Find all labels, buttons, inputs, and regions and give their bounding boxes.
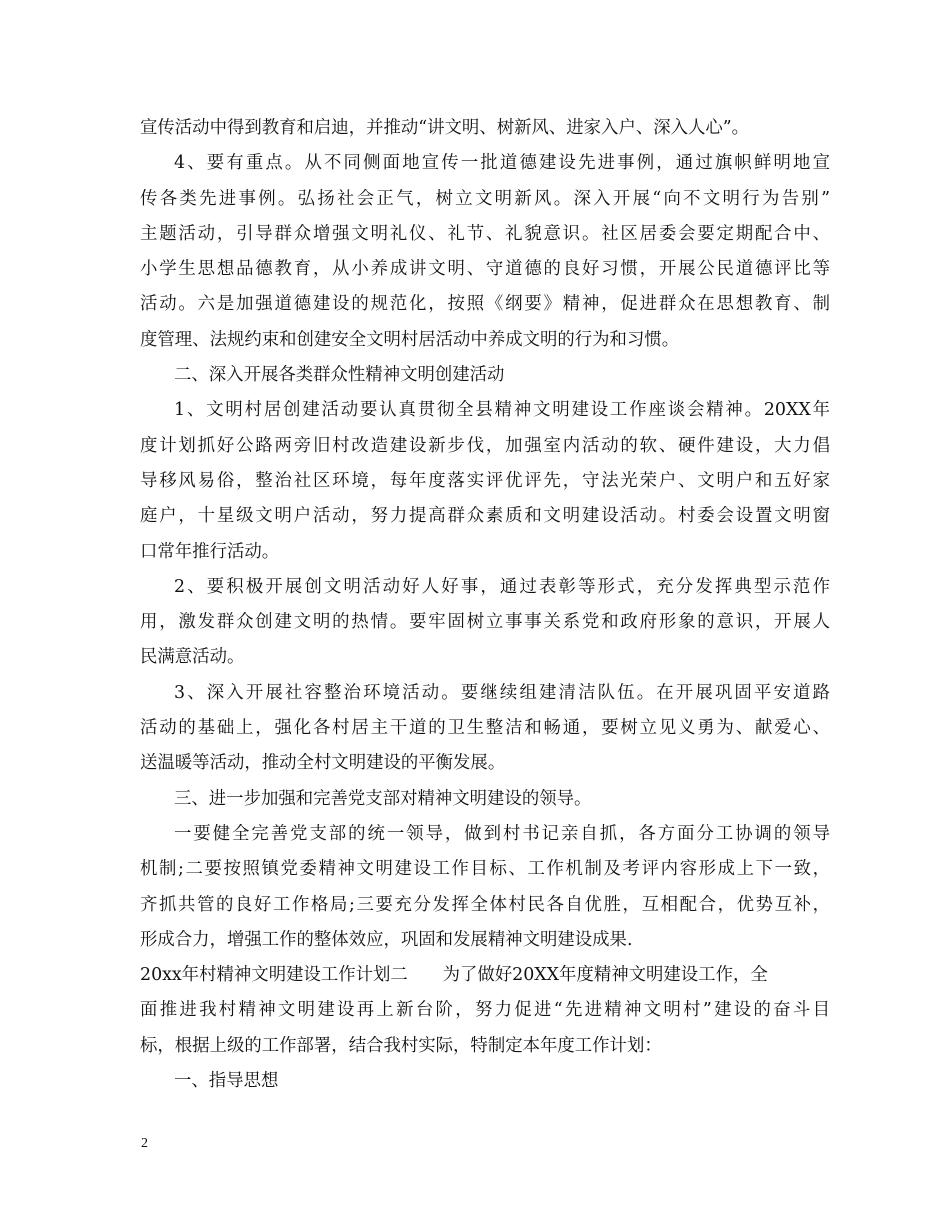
text-line: 导移风易俗，整治社区环境，每年度落实评优评先，守法光荣户、文明户和五好家 <box>140 470 830 491</box>
text-line: 齐抓共管的良好工作格局;三要充分发挥全体村民各自优胜，互相配合，优势互补， <box>140 894 830 915</box>
document-body <box>140 111 830 1099</box>
text-line: 3、深入开展社容整治环境活动。要继续组建清洁队伍。在开展巩固平安道路 <box>174 682 830 703</box>
text-line: 用，激发群众创建文明的热情。要牢固树立事事关系党和政府形象的意识，开展人 <box>140 612 830 633</box>
text-line: 20xx年村精神文明建设工作计划二 为了做好20XX年度精神文明建设工作，全 <box>140 965 768 986</box>
text-line: 送温暖等活动，推动全村文明建设的平衡发展。 <box>140 753 506 774</box>
text-line: 机制;二要按照镇党委精神文明建设工作目标、工作机制及考评内容形成上下一致， <box>140 859 830 880</box>
text-line: 面推进我村精神文明建设再上新台阶，努力促进“先进精神文明村”建设的奋斗目 <box>140 1000 830 1021</box>
text-line: 口常年推行活动。 <box>140 541 280 562</box>
text-line: 传各类先进事例。弘扬社会正气，树立文明新风。深入开展“向不文明行为告别” <box>140 188 830 209</box>
text-line: 活动的基础上，强化各村居主干道的卫生整洁和畅通，要树立见义勇为、献爱心、 <box>140 718 830 739</box>
text-line: 2、要积极开展创文明活动好人好事，通过表彰等形式，充分发挥典型示范作 <box>174 576 830 597</box>
text-line: 主题活动，引导群众增强文明礼仪、礼节、礼貌意识。社区居委会要定期配合中、 <box>140 223 830 244</box>
section-heading: 一、指导思想 <box>174 1071 279 1092</box>
text-line: 标，根据上级的工作部署，结合我村实际，特制定本年度工作计划： <box>140 1035 662 1056</box>
text-line: 庭户，十星级文明户活动，努力提高群众素质和文明建设活动。村委会设置文明窗 <box>140 506 830 527</box>
text-line: 一要健全完善党支部的统一领导，做到村书记亲自抓，各方面分工协调的领导 <box>174 823 830 844</box>
text-line: 民满意活动。 <box>140 647 245 668</box>
text-line: 形成合力，增强工作的整体效应，巩固和发展精神文明建设成果. <box>140 929 633 950</box>
text-line: 活动。六是加强道德建设的规范化，按照《纲要》精神，促进群众在思想教育、制 <box>140 294 830 315</box>
text-line: 宣传活动中得到教育和启迪，并推动“讲文明、树新风、进家入户、深入人心”。 <box>140 118 750 138</box>
section-heading: 三、进一步加强和完善党支部对精神文明建设的领导。 <box>174 788 592 809</box>
text-line: 1、文明村居创建活动要认真贯彻全县精神文明建设工作座谈会精神。20XX年 <box>174 400 830 421</box>
text-line: 度管理、法规约束和创建安全文明村居活动中养成文明的行为和习惯。 <box>140 329 680 350</box>
page-number: 2 <box>141 1136 148 1151</box>
text-line: 度计划抓好公路两旁旧村改造建设新步伐，加强室内活动的软、硬件建设，大力倡 <box>140 435 830 456</box>
section-heading: 二、深入开展各类群众性精神文明创建活动 <box>174 365 505 386</box>
text-line: 小学生思想品德教育，从小养成讲文明、守道德的良好习惯，开展公民道德评比等 <box>140 259 830 280</box>
text-line: 4、要有重点。从不同侧面地宣传一批道德建设先进事例，通过旗帜鲜明地宣 <box>174 153 830 174</box>
